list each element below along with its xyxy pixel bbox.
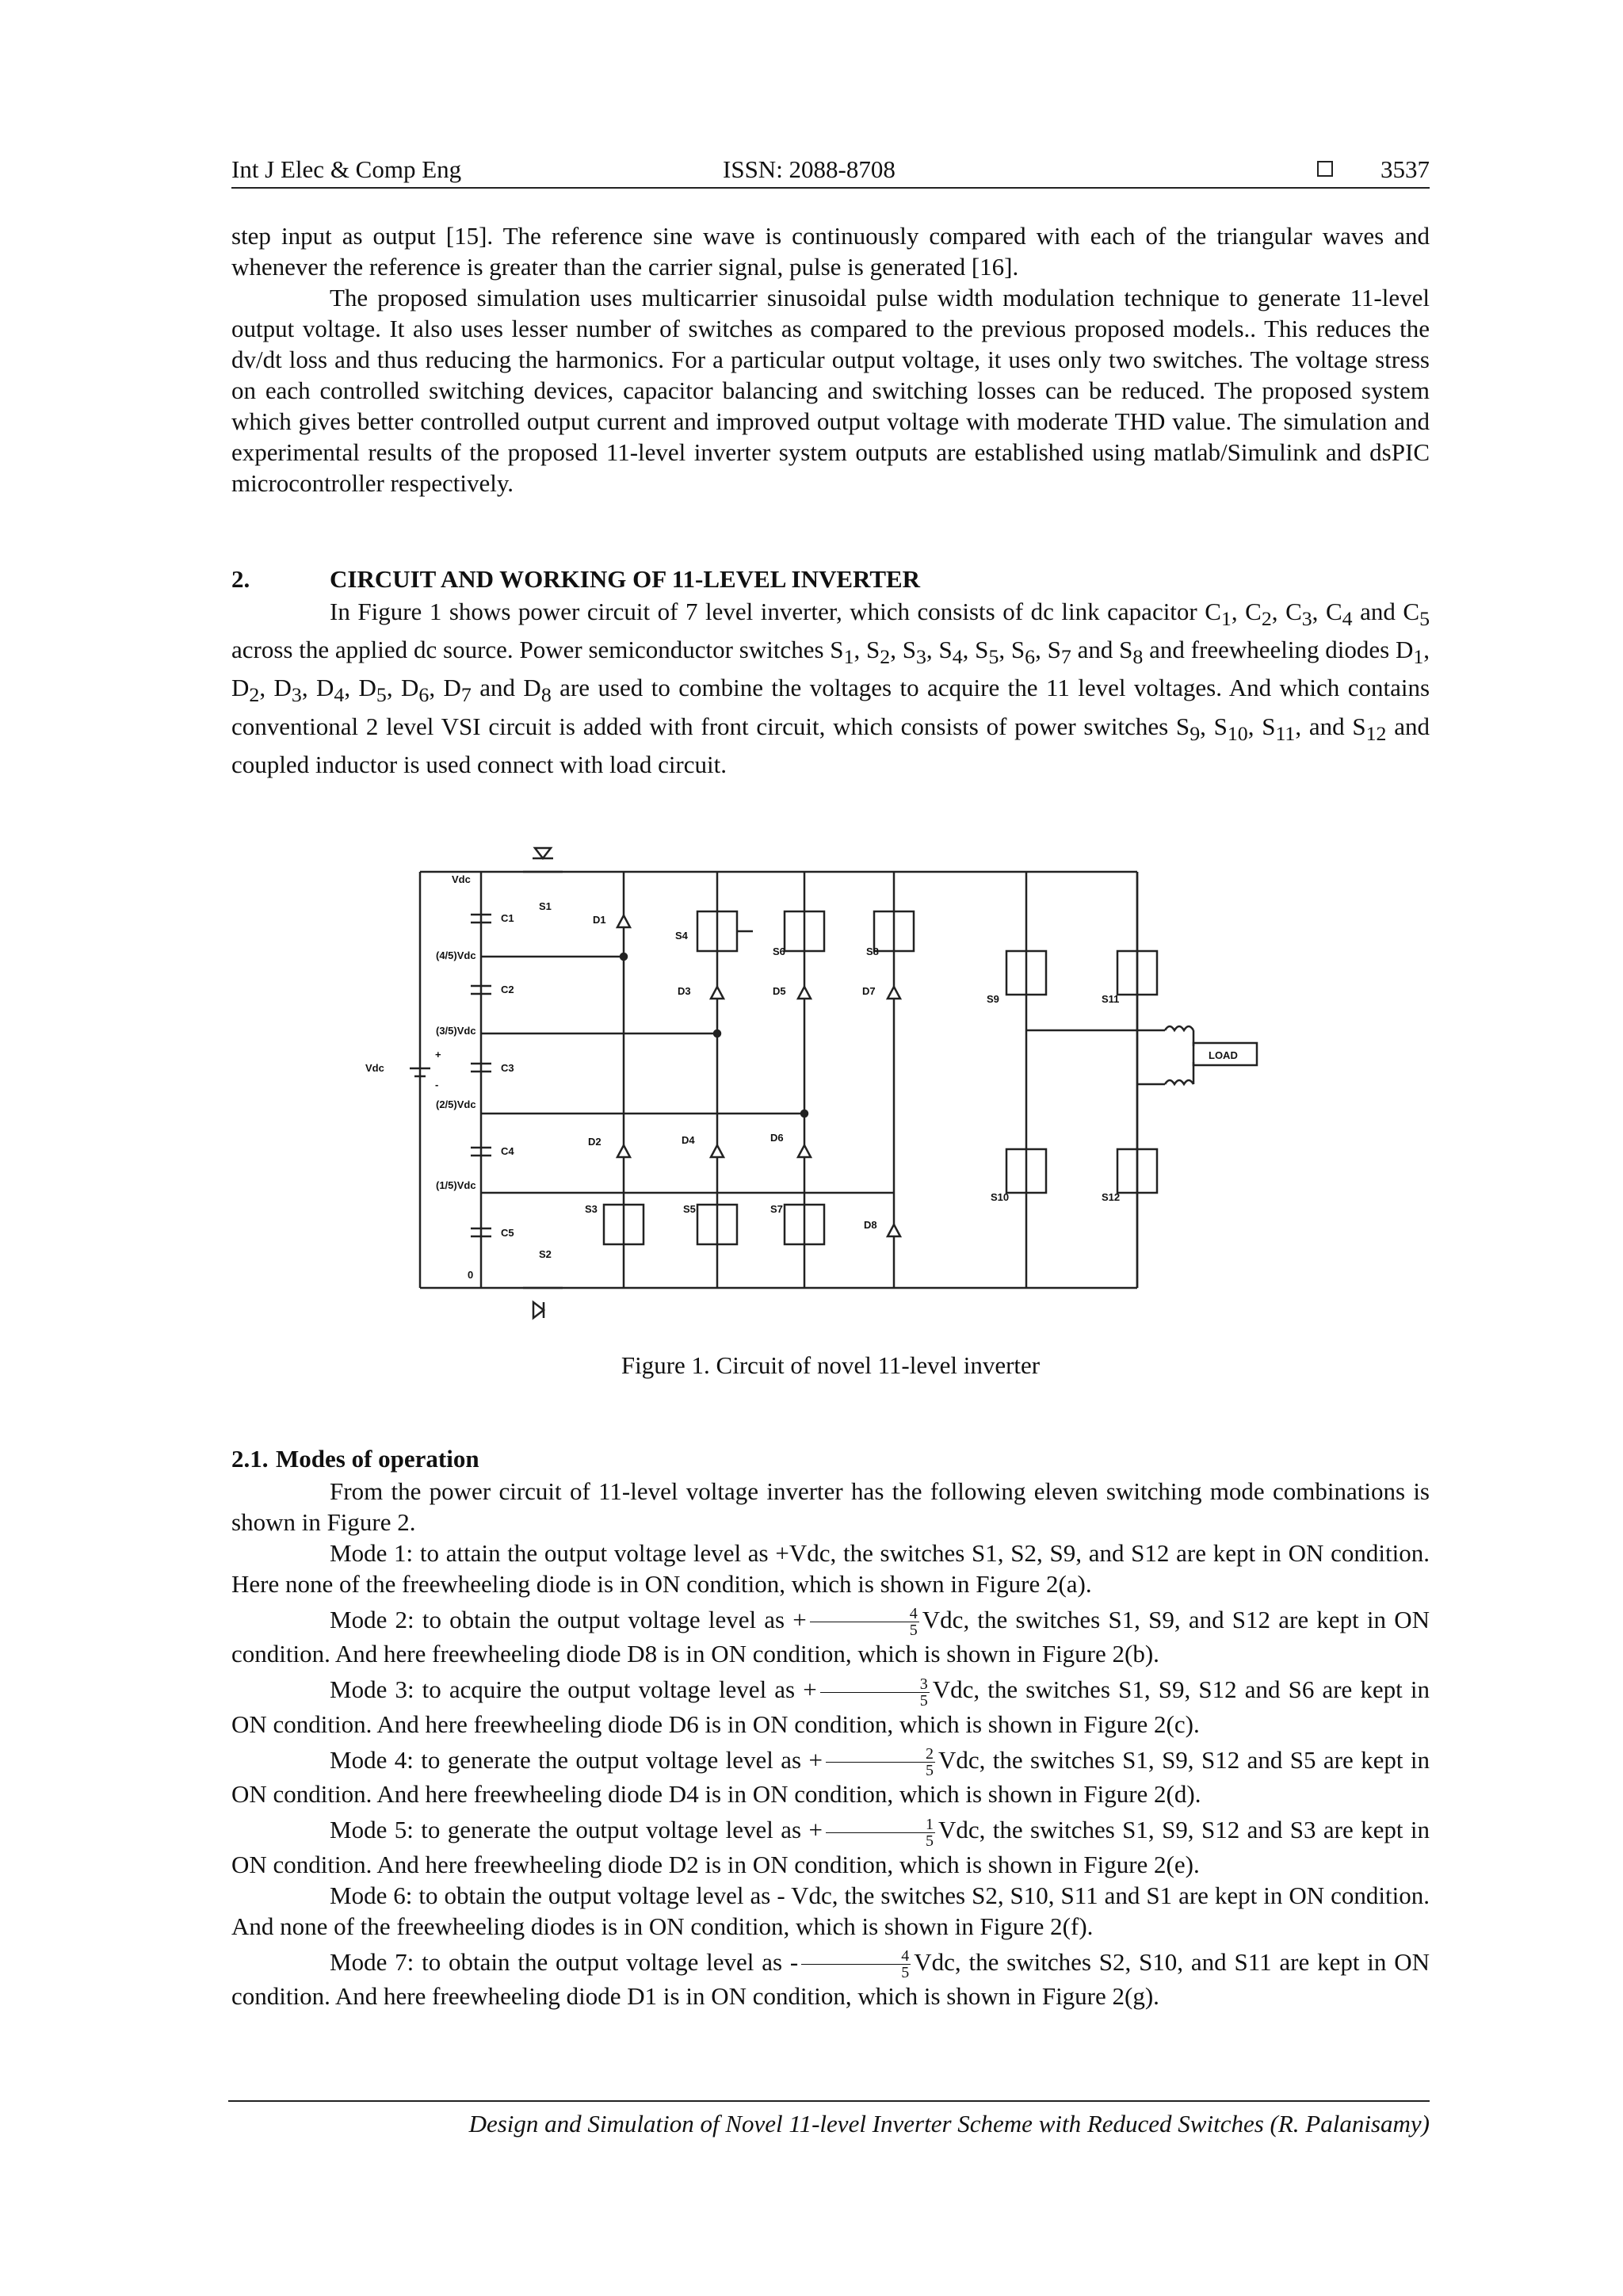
running-header <box>231 155 1430 189</box>
running-footer <box>228 2100 1430 2138</box>
mode-5: Mode 5: to generate the output voltage level as + $\frac{1}{5}$ Vdc, the switches S1, S9, S12 and S3 are kept in ON condition. And here freewheeling diode D2 is in ON condition, which is shown in Figure 2(e). <box>231 1815 1430 1878</box>
footer-title: Design and Simulation of Novel 11-level Inverter Scheme with Reduced Switches (R. Palanisamy) <box>468 2110 1430 2137</box>
igbt-s4 <box>697 911 753 951</box>
modes-text <box>231 1476 1430 2011</box>
label-v15: (1/5)Vdc <box>436 1179 476 1191</box>
mode-3: Mode 3: to acquire the output voltage level as + $\frac{3}{5}$ Vdc, the switches S1, S9, S12 and S6 are kept in ON condition. And here freewheeling diode D6 is in ON condition, which is shown in Figure 2(c). <box>231 1675 1430 1738</box>
inductor-bottom <box>1165 1080 1193 1084</box>
label-d3: D3 <box>678 985 691 997</box>
switch-s2 <box>523 1288 563 1318</box>
diode-d1 <box>617 915 630 927</box>
label-zero: 0 <box>468 1269 474 1281</box>
section2-paragraph: In Figure 1 shows power circuit of 7 level inverter, which consists of dc link capacitor $C_1$, $C_2$, $C_3$, $C_4$ and $C_5$ across the applied dc source. Power semiconductor switches $S_1$, $S_2$, $S_3$, $S_4$, $S_5$, $S_6$, $S_7$ and $S_8$ and freewheeling diodes $D_1$, $D_2$, $D_3$, $D_4$, $D_5$, $D_6$, $D_7$ and $D_8$ are used to combine the voltages to acquire the 11 level voltages. And which contains conventional 2 level VSI circuit is added with front circuit, which consists of power switches $S_9$, $S_{10}$, $S_{11}$, and $S_{12}$ and coupled inductor is used connect with load circuit. <box>231 598 1430 778</box>
page-number: 3537 <box>1381 155 1430 183</box>
label-c1: C1 <box>501 912 514 924</box>
label-d5: D5 <box>773 985 786 997</box>
intro-paragraph-2: The proposed simulation uses multicarrier sinusoidal pulse width modulation technique to generate 11-level output voltage. It also uses lesser number of switches as compared to the previous proposed models.. This reduces the dv/dt loss and thus reducing the harmonics. For a particular output voltage, it uses only two switches. The voltage stress on each controlled switching devices, capacitor balancing and switching losses can be reduced. The proposed system which gives better controlled output current and improved output voltage with moderate THD value. The simulation and experimental results of the proposed 11-level inverter system outputs are established using matlab/Simulink and dsPIC microcontroller respectively. <box>231 284 1430 497</box>
switch-s1 <box>523 848 563 872</box>
diode-d2 <box>617 1145 630 1157</box>
label-s3: S3 <box>585 1203 598 1215</box>
label-plus: + <box>435 1049 441 1060</box>
label-d1: D1 <box>593 914 606 926</box>
label-v25: (2/5)Vdc <box>436 1098 476 1110</box>
diode-d8 <box>888 1224 900 1236</box>
label-s6: S6 <box>773 946 785 957</box>
diode-d7 <box>888 987 900 999</box>
label-s9: S9 <box>987 993 999 1005</box>
label-s12: S12 <box>1102 1191 1121 1203</box>
inductor-top <box>1165 1026 1193 1030</box>
label-c3: C3 <box>501 1062 514 1074</box>
label-v35: (3/5)Vdc <box>436 1025 476 1037</box>
journal-name: Int J Elec & Comp Eng <box>231 155 462 183</box>
label-minus: - <box>435 1079 439 1091</box>
mode-7: Mode 7: to obtain the output voltage level as - $\frac{4}{5}$ Vdc, the switches S2, S10, and S11 are kept in ON condition. And here freewheeling diode D1 is in ON condition, which is shown in Figure 2(g). <box>231 1946 1430 2010</box>
issn: ISSN: 2088-8708 <box>723 155 896 183</box>
subsection-heading: 2.1. Modes of operation <box>231 1445 479 1473</box>
label-s10: S10 <box>991 1191 1010 1203</box>
label-load: LOAD <box>1209 1049 1238 1061</box>
square-icon <box>1317 161 1333 177</box>
mode-2: Mode 2: to obtain the output voltage level as + $\frac{4}{5}$ Vdc, the switches S1, S9, and S12 are kept in ON condition. And here freewheeling diode D8 is in ON condition, which is shown in Figure 2(b). <box>231 1605 1430 1668</box>
label-vdc-source: Vdc <box>365 1062 384 1074</box>
mode-1: Mode 1: to attain the output voltage level as +Vdc, the switches S1, S2, S9, and S12 are kept in ON condition. Here none of the freewheeling diode is in ON condition, which is shown in Figure 2(a). <box>231 1539 1430 1598</box>
section-heading: 2. CIRCUIT AND WORKING OF 11-LEVEL INVERTER <box>231 565 921 593</box>
label-v45: (4/5)Vdc <box>436 949 476 961</box>
label-vdc-top: Vdc <box>452 873 471 885</box>
label-s5: S5 <box>683 1203 696 1215</box>
label-d6: D6 <box>770 1132 784 1144</box>
label-s2: S2 <box>539 1248 552 1260</box>
circuit-diagram <box>361 836 1280 1328</box>
label-c2: C2 <box>501 984 514 995</box>
label-s1: S1 <box>539 900 552 912</box>
label-c4: C4 <box>501 1145 514 1157</box>
label-d8: D8 <box>864 1219 877 1231</box>
mode-6: Mode 6: to obtain the output voltage level as - Vdc, the switches S2, S10, S11 and S1 are kept in ON condition. And none of the freewheeling diodes is in ON condition, which is shown in Figure 2(f). <box>231 1881 1430 1940</box>
intro-paragraph-1: step input as output [15]. The reference sine wave is continuously compared with each of the triangular waves and whenever the reference is greater than the carrier signal, pulse is generated [16]. <box>231 222 1430 281</box>
label-d2: D2 <box>588 1136 601 1148</box>
label-s11: S11 <box>1102 993 1120 1005</box>
label-s4: S4 <box>675 930 688 942</box>
label-d4: D4 <box>682 1134 695 1146</box>
modes-intro: From the power circuit of 11-level voltage inverter has the following eleven switching mode combinations is shown in Figure 2. <box>231 1477 1430 1536</box>
diode-d4 <box>711 1145 724 1157</box>
label-s8: S8 <box>866 946 879 957</box>
diode-d5 <box>798 987 811 999</box>
intro-text <box>231 220 1430 499</box>
label-c5: C5 <box>501 1227 514 1239</box>
label-s7: S7 <box>770 1203 783 1215</box>
label-d7: D7 <box>862 985 876 997</box>
diode-d6 <box>798 1145 811 1157</box>
diode-d3 <box>711 987 724 999</box>
mode-4: Mode 4: to generate the output voltage level as + $\frac{2}{5}$ Vdc, the switches S1, S9, S12 and S5 are kept in ON condition. And here freewheeling diode D4 is in ON condition, which is shown in Figure 2(d). <box>231 1745 1430 1809</box>
figure-1-caption: Figure 1. Circuit of novel 11-level inverter <box>621 1351 1041 1379</box>
